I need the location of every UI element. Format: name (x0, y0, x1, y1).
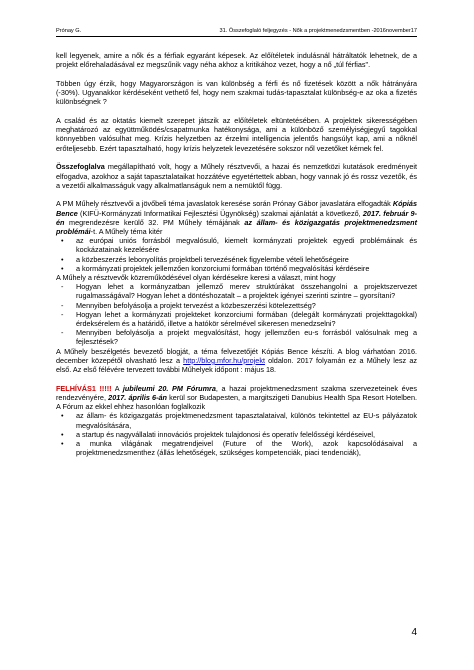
list-item: - Mennyiben befolyásolja a projekt tervezést a közbeszerzési kötelezettség? (56, 301, 417, 310)
text-span: megrendezésre kerülő 32. PM Műhely témájának (64, 217, 245, 227)
paragraph-questions-intro: A Műhely a résztvevők közreműködésével olyan kérdésekre keresi a választ, mint hogy (56, 273, 336, 283)
paragraph-1: kell legyenek, amire a nők és a férfiak egyaránt képesek. Az előítéletek indulásnál hátráltatók lehetnek, de a projekt előrehaladásával ez megszűnik vagy néha akhoz a kritikához vezet, hogy a nő „túl férfias". (56, 51, 417, 70)
text-span: oldalon. 2017 folyamán ez a Műhely lesz az első. Az első félévére tervezett további Műhelyek időpont : május 18. (56, 355, 417, 375)
workshop-date: 2017. február 9-én (56, 208, 417, 227)
list-item: • a közbeszerzés lebonyolítás projektbeli tervezésének figyelembe vételi lehetőségeire (56, 255, 417, 264)
paragraph-3: A család és az oktatás kiemelt szerepet játszik az előítéletek eltüntetésében. A projektek sikerességében meghatározó az együttműködés/csapatmunka hatékonysága, ami a különböző személyiségjegyű tagokkal könnyebben valósulhat meg. Krízis helyzetben az érzelmi intelligencia jelentős hangsúlyt kap, ami a nőknél erőteljesebb. Ezért tapasztalható, hogy krízis helyzetek levezetésére sokszor nől vezetőket kérnek fel. (56, 116, 417, 153)
text-span: A Műhely beszélgetés bevezető blogját, a téma felvezetőjét Kópiás Bence készíti. A blog várhatóan 2016. december közepétől olvasható lesz a (56, 346, 417, 365)
question-list (56, 282, 417, 346)
list-item: • a startup és nagyvállalati innovációs projektek tulajdonosi és operatív felelősségi kérdéseivel, (56, 430, 417, 439)
paragraph-summary (56, 162, 417, 190)
event-date: 2017. április 6-án (108, 393, 167, 402)
list-item: - Mennyiben befolyásolja a projekt megvalósítást, hogy jellemzően eu-s forrásból valósulnak meg a fejlesztések? (56, 328, 417, 346)
page-number: 4 (411, 627, 417, 638)
announcement-label: FELHÍVÁS1 !!!!! (56, 383, 112, 393)
header-author: Prónay G. (56, 28, 82, 34)
list-item: - Hogyan lehet a kormányzatban jellemző merev struktúrákat összehangolni a projektszervezet rugalmasságával? Hogyan lehet a döntéshozatalt – a projektek igényei szerinti szintre – gyorsítani? (56, 282, 417, 300)
document-body (56, 51, 417, 457)
blog-link[interactable]: http://blog.mfor.hu/projekt (183, 355, 265, 365)
forum-topic-list (56, 411, 417, 457)
paragraph-next-workshop (56, 199, 417, 236)
event-name: jubileumi 20. PM Fórumra (122, 383, 216, 393)
presenter-name: Kópiás Bence (56, 199, 417, 218)
list-item: • a munka világának megatrendjeivel (Future of the Work), azok kapcsolódásaival a projektmenedzsmenthez (állás lehetőségek, szükséges kompetenciák, piaci tendenciák), (56, 439, 417, 457)
text-span: A (111, 383, 123, 393)
summary-text: megállapítható volt, hogy a Műhely résztvevői, a hazai és nemzetközi kutatások eredményeit elfogadva, azokhoz a saját tapasztalataikat hozzátéve egyetértettek abban, hogy vannak jó és rossz vezetők, és a vezetői alkalmasságuk vagy alkalmatlanságuk nem a nemüktől függ. (56, 162, 417, 190)
topic-list (56, 236, 417, 273)
list-item: • az európai uniós forrásból megvalósuló, kiemelt kormányzati projektek egyedi problémáinak és kockázatainak kezelésére (56, 236, 417, 254)
paragraph-blog (56, 347, 417, 375)
paragraph-2: Többen úgy érzik, hogy Magyarországon is van különbség a férfi és nő fizetések között a nők hátrányára (-30%). Ugyanakkor kérdéseként vethető fel, hogy nem szakmai tudás-tapasztalat különbség-e az oka a fizetés különbségnek ? (56, 78, 417, 107)
workshop-theme: az állam- és közigazgatás projektmenedzsment problémái (56, 217, 418, 237)
summary-label: Összefoglalva (56, 162, 105, 172)
list-item: - Hogyan lehet a kormányzati projekteket konzorciumi formában (delegált kormányzati projekttagokkal) érdeksérelem és a határidő, illetve a hatókör sérelmével sikeresen menedzselni? (56, 310, 417, 328)
text-span: (KIFÜ-Kormányzati Informatikai Fejlesztési Ügynökség) szakmai ajánlatát a következő, (77, 208, 363, 218)
paragraph-announcement (56, 384, 417, 412)
header-title: 31. Összefoglaló feljegyzés - Nők a projektmenedzsmentben -2016november17 (219, 28, 417, 34)
text-span: -t. A Műhely téma kitér (90, 227, 163, 237)
text-span: , a hazai projektmenedzsment szakma szervezeteinek éves rendezvényére, (56, 383, 417, 402)
list-item: • a kormányzati projektek jellemzően konzorciumi formában történő megvalósítási kérdéseire (56, 264, 417, 273)
list-item: • az állam- és közigazgatás projektmenedzsment tapasztalataival, különös tekintettel az EU-s pályázatok megvalósítására, (56, 411, 417, 429)
text-span: kerül sor Budapesten, a margitszigeti Danubius Health Spa Resort Hotelben. A Fórum az ekkel ehhez hasonlóan foglalkozik (56, 393, 417, 412)
text-span: A PM Műhely résztvevői a jövőbeli téma javaslatok keresése során Prónay Gábor javaslatára elfogadták (56, 199, 393, 209)
page-header (56, 27, 417, 37)
